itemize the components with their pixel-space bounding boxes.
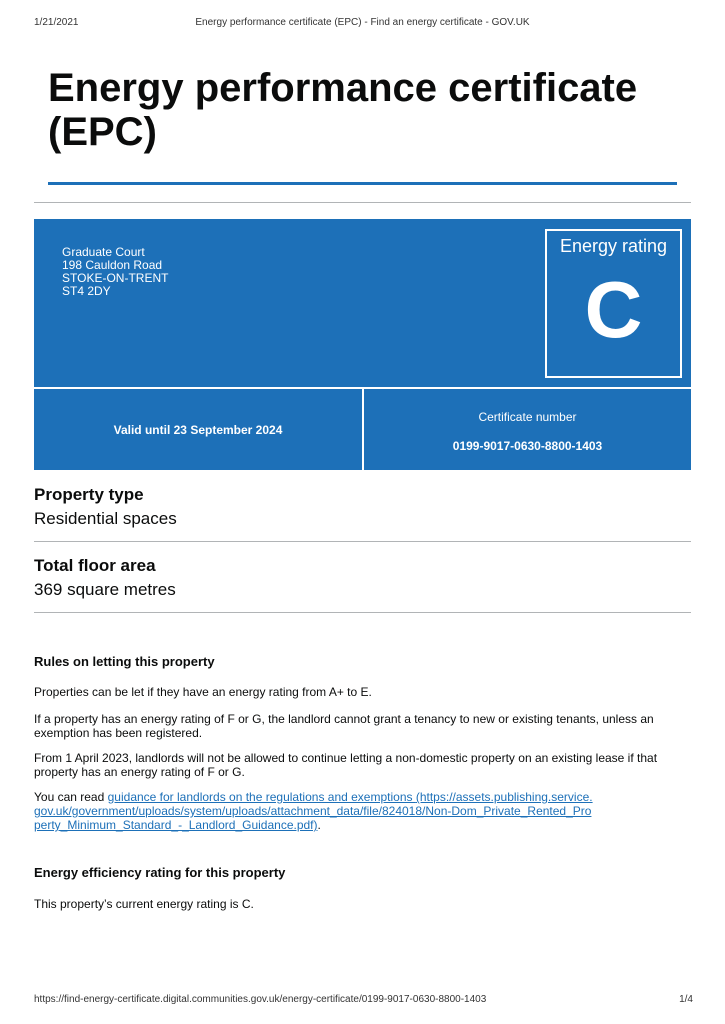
efficiency-text: This property’s current energy rating is C. (34, 897, 254, 911)
address-line: ST4 2DY (62, 284, 111, 298)
address (62, 246, 168, 298)
energy-rating-value: C (584, 265, 643, 354)
rules-guidance-paragraph (34, 790, 594, 832)
address-line: STOKE-ON-TRENT (62, 271, 169, 285)
divider (34, 541, 691, 542)
divider (34, 202, 691, 203)
rules-heading: Rules on letting this property (34, 654, 215, 669)
property-type-label: Property type (34, 485, 144, 504)
text: You can read (34, 790, 108, 804)
address-line: 198 Cauldon Road (62, 258, 163, 272)
print-date: 1/21/2021 (34, 17, 79, 28)
property-type-value: Residential spaces (34, 509, 177, 528)
divider (34, 612, 691, 613)
rules-paragraph: From 1 April 2023, landlords will not be allowed to continue letting a non-domestic property on an existing lease if that property has an energy rating of F or G. (34, 751, 658, 779)
print-title: Energy performance certificate (EPC) - Find an energy certificate - GOV.UK (195, 17, 530, 28)
floor-area-value: 369 square metres (34, 580, 176, 599)
rules-paragraph: Properties can be let if they have an energy rating from A+ to E. (34, 685, 372, 699)
certificate-number-label: Certificate number (478, 410, 577, 424)
certificate-number: 0199-9017-0630-8800-1403 (452, 439, 603, 453)
page-title: Energy performance certificate (EPC) (48, 66, 638, 154)
summary-panel (34, 219, 691, 387)
certificate-number-panel (364, 389, 691, 470)
page-number: 1/4 (679, 994, 693, 1005)
energy-rating-box (545, 229, 682, 378)
text: . (317, 818, 321, 832)
guidance-link[interactable] (34, 790, 593, 832)
energy-rating-label: Energy rating (559, 236, 668, 256)
address-line: Graduate Court (62, 245, 145, 259)
valid-until: Valid until 23 September 2024 (34, 389, 362, 470)
title-underline (48, 182, 677, 185)
guidance-link-text[interactable]: guidance for landlords on the regulations and exemptions (107, 790, 413, 804)
print-url: https://find-energy-certificate.digital.communities.gov.uk/energy-certificate/0199-9017-0630-8800-1403 (34, 994, 487, 1005)
floor-area-label: Total floor area (34, 556, 156, 575)
efficiency-heading: Energy efficiency rating for this property (34, 865, 286, 880)
guidance-link-url[interactable]: (https://assets.publishing.service.gov.uk/government/uploads/system/uploads/attachment_data/file/824018/Non-Dom_Private_Rented_Property_Minimum_Standard_-_Landlord_Guidance.pdf) (34, 790, 593, 832)
rules-paragraph: If a property has an energy rating of F or G, the landlord cannot grant a tenancy to new or existing tenants, unless an exemption has been registered. (34, 712, 654, 740)
